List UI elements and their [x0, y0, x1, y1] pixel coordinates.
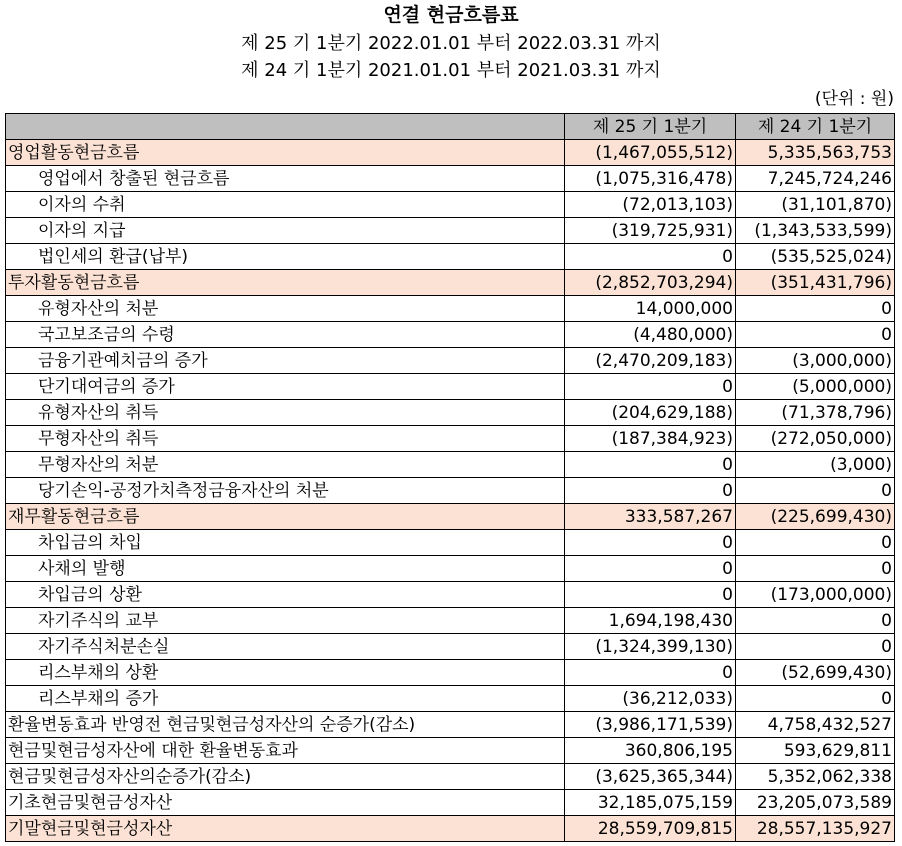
prior-value: 7,245,724,246 — [736, 166, 895, 192]
current-value: (1,467,055,512) — [565, 140, 736, 166]
current-value: (3,986,171,539) — [565, 712, 736, 738]
table-row — [6, 192, 895, 218]
account-label: 당기손익-공정가치측정금융자산의 처분 — [6, 478, 565, 504]
statement-title: 연결 현금흐름표 — [383, 4, 519, 26]
account-label: 단기대여금의 증가 — [6, 374, 565, 400]
table-row — [6, 166, 895, 192]
account-label: 기초현금및현금성자산 — [6, 790, 565, 816]
table-row — [6, 140, 895, 166]
prior-value: 593,629,811 — [736, 738, 895, 764]
prior-value: (272,050,000) — [736, 426, 895, 452]
account-label: 이자의 지급 — [6, 218, 565, 244]
account-label: 영업에서 창출된 현금흐름 — [6, 166, 565, 192]
table-row — [6, 816, 895, 842]
current-value: 0 — [565, 530, 736, 556]
table-row — [6, 426, 895, 452]
period-current: 제 25 기 1분기 2022.01.01 부터 2022.03.31 까지 — [241, 33, 661, 54]
current-value: (204,629,188) — [565, 400, 736, 426]
current-value: (1,324,399,130) — [565, 634, 736, 660]
current-value: 28,559,709,815 — [565, 816, 736, 842]
current-value: 0 — [565, 452, 736, 478]
table-row — [6, 634, 895, 660]
table-row — [6, 452, 895, 478]
prior-value: (535,525,024) — [736, 244, 895, 270]
prior-value: (3,000) — [736, 452, 895, 478]
prior-value: 0 — [736, 478, 895, 504]
prior-value: 0 — [736, 296, 895, 322]
current-value: (72,013,103) — [565, 192, 736, 218]
current-value: (187,384,923) — [565, 426, 736, 452]
account-label: 차입금의 상환 — [6, 582, 565, 608]
table-row — [6, 218, 895, 244]
table-row — [6, 582, 895, 608]
current-value: 0 — [565, 374, 736, 400]
current-value: 333,587,267 — [565, 504, 736, 530]
account-label: 현금및현금성자산에 대한 환율변동효과 — [6, 738, 565, 764]
prior-value: (3,000,000) — [736, 348, 895, 374]
unit-label: (단위 : 원) — [814, 89, 894, 109]
account-label: 유형자산의 처분 — [6, 296, 565, 322]
current-value: (1,075,316,478) — [565, 166, 736, 192]
account-label: 현금및현금성자산의순증가(감소) — [6, 764, 565, 790]
table-row — [6, 738, 895, 764]
table-row — [6, 374, 895, 400]
table-row — [6, 660, 895, 686]
table-row — [6, 790, 895, 816]
current-value: 32,185,075,159 — [565, 790, 736, 816]
account-label: 국고보조금의 수령 — [6, 322, 565, 348]
table-row — [6, 530, 895, 556]
current-value: (319,725,931) — [565, 218, 736, 244]
account-label: 무형자산의 처분 — [6, 452, 565, 478]
table-row — [6, 348, 895, 374]
prior-value: (225,699,430) — [736, 504, 895, 530]
table-row — [6, 504, 895, 530]
prior-value: 23,205,073,589 — [736, 790, 895, 816]
current-value: (4,480,000) — [565, 322, 736, 348]
cash-flow-table — [5, 113, 895, 842]
table-row — [6, 556, 895, 582]
prior-value: (1,343,533,599) — [736, 218, 895, 244]
current-value: (2,470,209,183) — [565, 348, 736, 374]
table-row — [6, 712, 895, 738]
account-label: 차입금의 차입 — [6, 530, 565, 556]
current-value: 0 — [565, 556, 736, 582]
prior-value: (71,378,796) — [736, 400, 895, 426]
table-row — [6, 400, 895, 426]
table-row — [6, 608, 895, 634]
prior-value: 4,758,432,527 — [736, 712, 895, 738]
period-prior: 제 24 기 1분기 2021.01.01 부터 2021.03.31 까지 — [241, 60, 661, 81]
account-label: 투자활동현금흐름 — [6, 270, 565, 296]
account-label: 기말현금및현금성자산 — [6, 816, 565, 842]
account-label: 자기주식처분손실 — [6, 634, 565, 660]
current-value: 1,694,198,430 — [565, 608, 736, 634]
account-label: 사채의 발행 — [6, 556, 565, 582]
prior-value: 5,352,062,338 — [736, 764, 895, 790]
table-row — [6, 764, 895, 790]
account-label: 무형자산의 취득 — [6, 426, 565, 452]
prior-value: (351,431,796) — [736, 270, 895, 296]
account-label: 리스부채의 증가 — [6, 686, 565, 712]
prior-value: (173,000,000) — [736, 582, 895, 608]
table-row — [6, 686, 895, 712]
account-label: 자기주식의 교부 — [6, 608, 565, 634]
account-label: 법인세의 환급(납부) — [6, 244, 565, 270]
account-label: 재무활동현금흐름 — [6, 504, 565, 530]
table-header-row — [6, 114, 895, 140]
current-value: 0 — [565, 660, 736, 686]
header-account — [6, 114, 565, 140]
account-label: 영업활동현금흐름 — [6, 140, 565, 166]
prior-value: 0 — [736, 686, 895, 712]
table-row — [6, 322, 895, 348]
current-value: (36,212,033) — [565, 686, 736, 712]
account-label: 환율변동효과 반영전 현금및현금성자산의 순증가(감소) — [6, 712, 565, 738]
prior-value: 0 — [736, 530, 895, 556]
prior-value: 28,557,135,927 — [736, 816, 895, 842]
table-row — [6, 478, 895, 504]
current-value: 360,806,195 — [565, 738, 736, 764]
table-row — [6, 244, 895, 270]
current-value: (3,625,365,344) — [565, 764, 736, 790]
table-row — [6, 270, 895, 296]
header-current-period: 제 25 기 1분기 — [565, 114, 736, 140]
prior-value: 0 — [736, 634, 895, 660]
prior-value: 0 — [736, 322, 895, 348]
account-label: 리스부채의 상환 — [6, 660, 565, 686]
account-label: 금융기관예치금의 증가 — [6, 348, 565, 374]
current-value: 0 — [565, 582, 736, 608]
prior-value: 0 — [736, 608, 895, 634]
prior-value: 0 — [736, 556, 895, 582]
current-value: 14,000,000 — [565, 296, 736, 322]
current-value: 0 — [565, 244, 736, 270]
prior-value: (31,101,870) — [736, 192, 895, 218]
prior-value: (5,000,000) — [736, 374, 895, 400]
prior-value: (52,699,430) — [736, 660, 895, 686]
account-label: 이자의 수취 — [6, 192, 565, 218]
current-value: (2,852,703,294) — [565, 270, 736, 296]
table-row — [6, 296, 895, 322]
current-value: 0 — [565, 478, 736, 504]
account-label: 유형자산의 취득 — [6, 400, 565, 426]
header-prior-period: 제 24 기 1분기 — [736, 114, 895, 140]
prior-value: 5,335,563,753 — [736, 140, 895, 166]
